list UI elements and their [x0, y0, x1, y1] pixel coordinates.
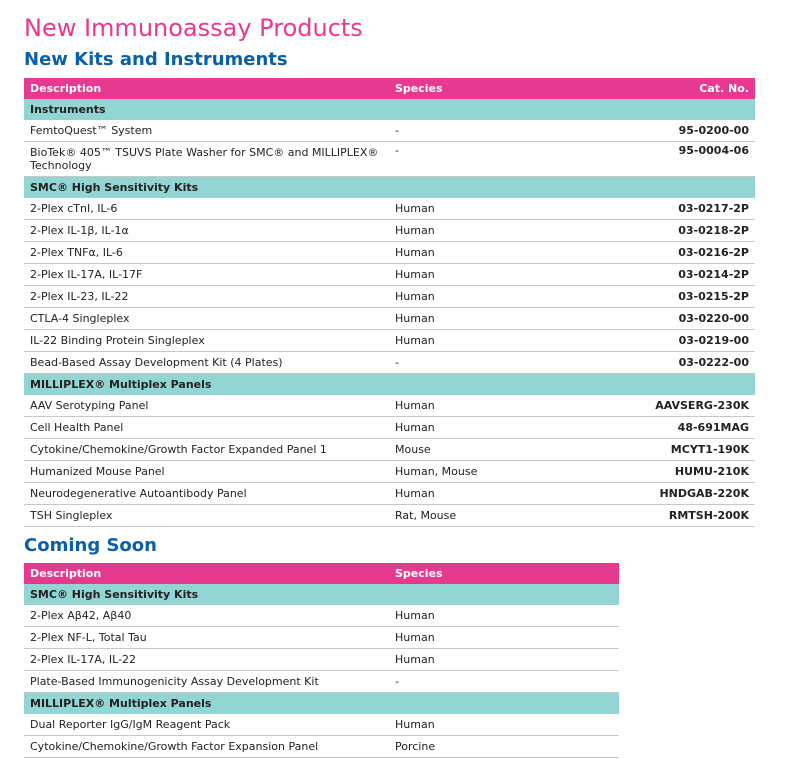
species-cell: Human: [389, 483, 589, 505]
table-row: [24, 736, 619, 758]
table-row: [24, 627, 619, 649]
table-row: [24, 395, 755, 417]
species-cell: Porcine: [389, 736, 619, 758]
species-cell: Human: [389, 714, 619, 736]
description-cell: 2-Plex IL-1β, IL-1α: [24, 220, 389, 242]
table-row: [24, 671, 619, 693]
cat-no-cell: MCYT1-190K: [589, 439, 755, 461]
group-label: SMC® High Sensitivity Kits: [24, 584, 619, 605]
description-cell: 2-Plex TNFα, IL-6: [24, 242, 389, 264]
species-cell: Rat, Mouse: [389, 505, 589, 527]
group-row: [24, 177, 755, 199]
description-cell: Cytokine/Chemokine/Growth Factor Expanded Panel 1: [24, 439, 389, 461]
cat-no-cell: 03-0215-2P: [589, 286, 755, 308]
table-row: [24, 505, 755, 527]
species-cell: Human: [389, 242, 589, 264]
cat-no-cell: 95-0004-06: [589, 142, 755, 177]
description-cell: AAV Serotyping Panel: [24, 395, 389, 417]
table-row: [24, 220, 755, 242]
column-header-species: Species: [389, 78, 589, 99]
table-row: [24, 461, 755, 483]
species-cell: Human: [389, 627, 619, 649]
table-row: [24, 714, 619, 736]
species-cell: Human: [389, 649, 619, 671]
description-cell: Cell Health Panel: [24, 417, 389, 439]
species-cell: -: [389, 352, 589, 374]
description-cell: IL-22 Binding Protein Singleplex: [24, 330, 389, 352]
cat-no-cell: HUMU-210K: [589, 461, 755, 483]
table-header-row: [24, 563, 619, 584]
description-cell: Humanized Mouse Panel: [24, 461, 389, 483]
table-row: [24, 142, 755, 177]
description-cell: 2-Plex IL-23, IL-22: [24, 286, 389, 308]
species-cell: Human: [389, 264, 589, 286]
description-cell: Dual Reporter IgG/IgM Reagent Pack: [24, 714, 389, 736]
description-cell: Neurodegenerative Autoantibody Panel: [24, 483, 389, 505]
table-row: [24, 120, 755, 142]
group-row: [24, 584, 619, 605]
column-header-description: Description: [24, 563, 389, 584]
species-cell: Mouse: [389, 439, 589, 461]
cat-no-cell: 03-0219-00: [589, 330, 755, 352]
species-cell: Human, Mouse: [389, 461, 589, 483]
table-row: [24, 286, 755, 308]
species-cell: Human: [389, 330, 589, 352]
cat-no-cell: 03-0217-2P: [589, 198, 755, 220]
description-cell: Plate-Based Immunogenicity Assay Development Kit: [24, 671, 389, 693]
cat-no-cell: 95-0200-00: [589, 120, 755, 142]
description-cell: CTLA-4 Singleplex: [24, 308, 389, 330]
cat-no-cell: 03-0218-2P: [589, 220, 755, 242]
group-row: [24, 374, 755, 396]
group-row: [24, 99, 755, 120]
cat-no-cell: AAVSERG-230K: [589, 395, 755, 417]
cat-no-cell: 03-0216-2P: [589, 242, 755, 264]
species-cell: Human: [389, 220, 589, 242]
cat-no-cell: HNDGAB-220K: [589, 483, 755, 505]
section-title-coming-soon: Coming Soon: [24, 535, 157, 556]
group-label: MILLIPLEX® Multiplex Panels: [24, 693, 619, 715]
table-row: [24, 330, 755, 352]
species-cell: Human: [389, 417, 589, 439]
species-cell: -: [389, 120, 589, 142]
species-cell: Human: [389, 308, 589, 330]
description-cell: 2-Plex IL-17A, IL-22: [24, 649, 389, 671]
description-cell: BioTek® 405™ TSUVS Plate Washer for SMC® and MILLIPLEX® Technology: [24, 142, 389, 177]
description-cell: 2-Plex IL-17A, IL-17F: [24, 264, 389, 286]
cat-no-cell: 03-0214-2P: [589, 264, 755, 286]
description-cell: TSH Singleplex: [24, 505, 389, 527]
table-row: [24, 242, 755, 264]
table-row: [24, 352, 755, 374]
table-row: [24, 308, 755, 330]
cat-no-cell: RMTSH-200K: [589, 505, 755, 527]
table-row: [24, 417, 755, 439]
group-label: Instruments: [24, 99, 755, 120]
table-row: [24, 649, 619, 671]
column-header-species: Species: [389, 563, 619, 584]
table-row: [24, 198, 755, 220]
group-label: SMC® High Sensitivity Kits: [24, 177, 755, 199]
section-title-new-kits: New Kits and Instruments: [24, 49, 288, 70]
new-kits-table: [24, 78, 755, 527]
table-row: [24, 439, 755, 461]
group-row: [24, 693, 619, 715]
table-row: [24, 605, 619, 627]
species-cell: -: [389, 671, 619, 693]
description-cell: 2-Plex Aβ42, Aβ40: [24, 605, 389, 627]
column-header-description: Description: [24, 78, 389, 99]
cat-no-cell: 03-0220-00: [589, 308, 755, 330]
species-cell: Human: [389, 198, 589, 220]
species-cell: Human: [389, 605, 619, 627]
species-cell: Human: [389, 395, 589, 417]
table-row: [24, 483, 755, 505]
species-cell: Human: [389, 286, 589, 308]
species-cell: -: [389, 142, 589, 177]
description-cell: 2-Plex NF-L, Total Tau: [24, 627, 389, 649]
cat-no-cell: 03-0222-00: [589, 352, 755, 374]
description-cell: Bead-Based Assay Development Kit (4 Plates): [24, 352, 389, 374]
table-row: [24, 264, 755, 286]
page-title: New Immunoassay Products: [24, 14, 363, 42]
group-label: MILLIPLEX® Multiplex Panels: [24, 374, 755, 396]
coming-soon-table: [24, 563, 619, 758]
cat-no-cell: 48-691MAG: [589, 417, 755, 439]
description-cell: Cytokine/Chemokine/Growth Factor Expansion Panel: [24, 736, 389, 758]
column-header-cat-no: Cat. No.: [589, 78, 755, 99]
description-cell: 2-Plex cTnI, IL-6: [24, 198, 389, 220]
description-cell: FemtoQuest™ System: [24, 120, 389, 142]
table-header-row: [24, 78, 755, 99]
